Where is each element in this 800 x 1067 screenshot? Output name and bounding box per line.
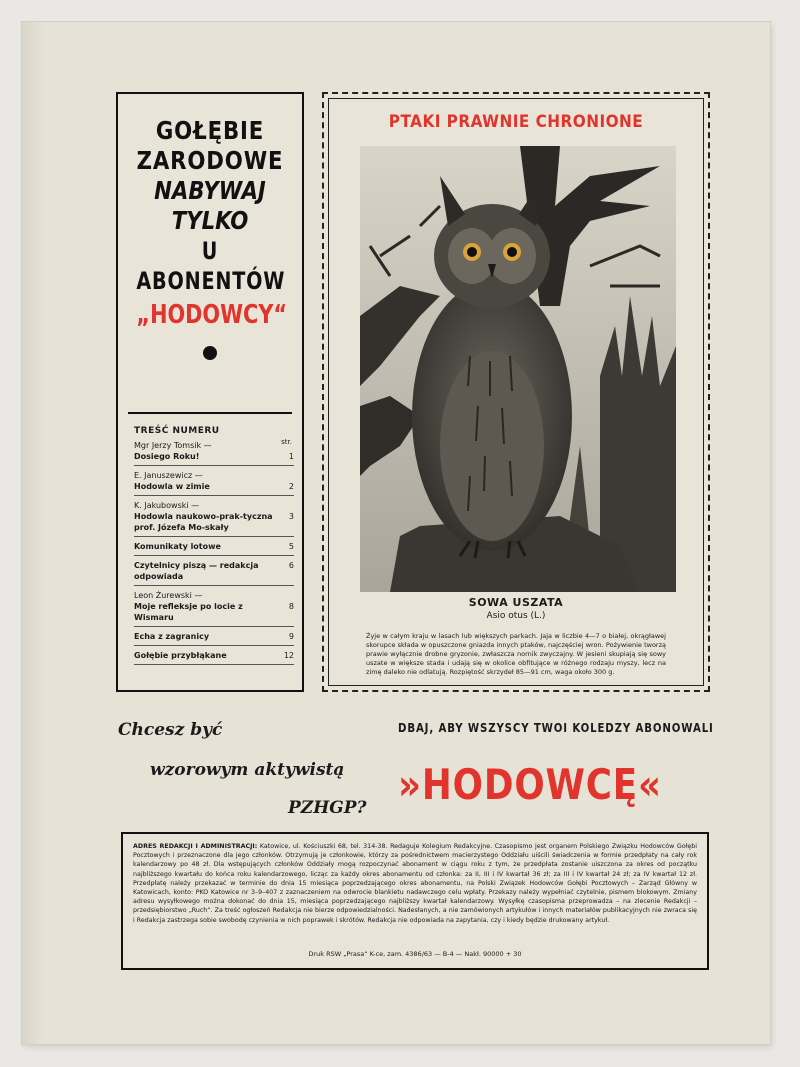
promo-line-3: PZHGP?	[288, 798, 367, 818]
toc-divider	[134, 645, 294, 646]
print-info: Druk RSW „Prasa“ K-ce, zam. 4386/63 — B-4 — Nakł. 90000 + 30	[308, 950, 522, 958]
toc-author: E. Januszewicz —	[134, 471, 203, 480]
toc-title-text: Hodowla w zimie	[134, 482, 210, 491]
toc-divider	[134, 585, 294, 586]
toc-item	[134, 631, 294, 646]
toc-entry	[134, 650, 294, 661]
toc-entry	[134, 631, 294, 642]
editorial-address-box	[121, 832, 709, 970]
toc-title-text: Moje refleksje po locie z Wismaru	[134, 602, 243, 622]
toc-title-text: Echa z zagranicy	[134, 632, 210, 641]
divider	[128, 412, 292, 414]
toc-page-number: 2	[288, 482, 294, 491]
promo-subscribe-text: DBAJ, ABY WSZYSCY TWOI KOLEDZY ABONOWALI	[398, 721, 714, 735]
toc-item	[134, 500, 294, 537]
toc-page-number: 6	[288, 561, 294, 570]
address-text	[133, 842, 697, 925]
toc-item	[134, 560, 294, 586]
toc-entry	[134, 601, 294, 623]
toc-item	[134, 470, 294, 496]
toc-entry	[134, 541, 294, 552]
toc-title-text: Czytelnicy piszą — redakcja odpowiada	[134, 561, 259, 581]
toc-divider	[134, 495, 294, 496]
toc-page-number: 9	[288, 632, 294, 641]
toc-author: K. Jakubowski —	[134, 501, 200, 510]
toc-title-text: Komunikaty lotowe	[134, 542, 221, 551]
toc-title-text: Gołębie przybłąkane	[134, 651, 227, 660]
ad-line-4: TYLKO	[171, 206, 249, 235]
ad-line-5: U ABONENTÓW	[136, 237, 286, 295]
promo-line-1: Chcesz być	[118, 720, 223, 740]
toc-divider	[134, 626, 294, 627]
table-of-contents	[134, 426, 294, 665]
ad-line-2: ZARODOWE	[136, 146, 284, 175]
ad-brand: „HODOWCY“	[136, 300, 288, 330]
toc-divider	[134, 555, 294, 556]
toc-title-text: Dosiego Roku!	[134, 452, 200, 461]
toc-page-number: 3	[288, 512, 294, 521]
toc-page-label: str.	[281, 438, 292, 446]
owl-caption	[324, 596, 708, 621]
bullet-dot	[203, 346, 217, 360]
toc-divider	[134, 536, 294, 537]
owl-drawing	[360, 146, 676, 592]
toc-item	[134, 590, 294, 627]
subscriber-ad-box	[116, 92, 304, 692]
bird-name: SOWA USZATA	[468, 596, 564, 609]
toc-divider	[134, 465, 294, 466]
promo-line-2: wzorowym aktywistą	[150, 760, 345, 780]
owl-illustration	[360, 146, 676, 592]
toc-entry	[134, 481, 294, 492]
address-body: Katowice, ul. Kościuszki 68, tel. 314-38. Redaguje Kolegium Redakcyjne. Czasopismo jest organem Polskiego Związku Hodowców Gołębi Pocztowych i przeznaczone dla jego członków. Otrzymują je członkowie, którzy za pośrednictwem macierzystego Oddziału uiścili świadczenia w formie przedpłaty na cały rok kalendarzowy po 48 zł. Dla wstępujących członków Oddziały mogą rozpoczynać abonament w ciągu roku z tym, że przedpłata zostanie uiszczona za okres od początku najbliższego kwartału do końca roku kalendarzowego, licząc za każdy okres abonamentu od członka: za II, III i IV kwartał 36 zł; za III i IV kwartał 24 zł; za IV kwartał 12 zł. Przedpłatę należy przekazać w terminie do dnia 15 miesiąca poprzedzającego okres abonamentu, na Polski Związek Hodowców Gołębi Pocztowych – Zarząd Główny w Katowicach, konto: PKO Katowice nr 3–9–407 z zaznaczeniem na odwrocie blankietu nadawczego celu wpłaty. Przekazy należy wypełniać czytelnie, pismem blokowym. Zmiany adresu wysyłkowego można dokonać do dnia 15, miesiąca poprzedzającego najbliższy kwartał kalendarzowy. Wysyłkę czasopisma przeprowadza – na zlecenie Redakcji – przedsiębiorstwo „Ruch“. Za treść ogłoszeń Redakcja nie bierze odpowiedzialności. Nadesłanych, a nie zamówionych artykułów i innych materiałów publikacyjnych nie zwraca się i Redakcja zastrzega sobie swobodę czynienia w nich poprawek i skrótów. Redakcja nie odpowiada na zapytania, czy i kiedy będzie drukowany artykuł.	[133, 843, 697, 924]
ad-line-1: GOŁĘBIE	[155, 116, 265, 145]
toc-page-number: 8	[288, 602, 294, 611]
bird-description: Żyje w całym kraju w lasach lub większych parkach. Jaja w liczbie 4—7 o białej, okrągławej skorupce składa w opuszczone gniazda innych ptaków, najczęściej wron. Pożywienie tworzą prawie wyłącznie drobne gryzonie, zwłaszcza nornik zwyczajny. W jesieni skupiają się sowy uszate w większe stada i udają się w okolice obfitujące w różnego rodzaju myszy, lecz na zimę daleko nie odlatują. Rozpiętość skrzydeł 85—91 cm, waga około 300 g.	[366, 632, 666, 676]
toc-divider	[134, 664, 294, 665]
toc-entry	[134, 511, 294, 533]
protected-birds-box	[322, 92, 710, 692]
toc-item	[134, 650, 294, 665]
pigeon-ad	[118, 94, 302, 360]
address-heading: ADRES REDAKCJI I ADMINISTRACJI:	[133, 843, 258, 850]
toc-title-text: Hodowla naukowo-prak-tyczna prof. Józefa Mo-skały	[134, 512, 273, 532]
bird-latin-name: Asio otus (L.)	[486, 611, 546, 621]
toc-entry	[134, 560, 294, 582]
toc-author: Mgr Jerzy Tomsik —	[134, 441, 212, 450]
toc-page-number: 5	[288, 542, 294, 551]
ad-line-3: NABYWAJ	[154, 176, 266, 205]
toc-page-number: 1	[288, 452, 294, 461]
toc-item	[134, 541, 294, 556]
feature-title: PTAKI PRAWNIE CHRONIONE	[388, 112, 644, 132]
toc-entry	[134, 451, 294, 462]
toc-item	[134, 440, 294, 466]
promo-brand: »HODOWCĘ«	[398, 760, 662, 809]
toc-title: TREŚĆ NUMERU	[134, 426, 220, 436]
toc-author: Leon Żurewski —	[134, 591, 203, 600]
toc-page-number: 12	[283, 651, 294, 660]
